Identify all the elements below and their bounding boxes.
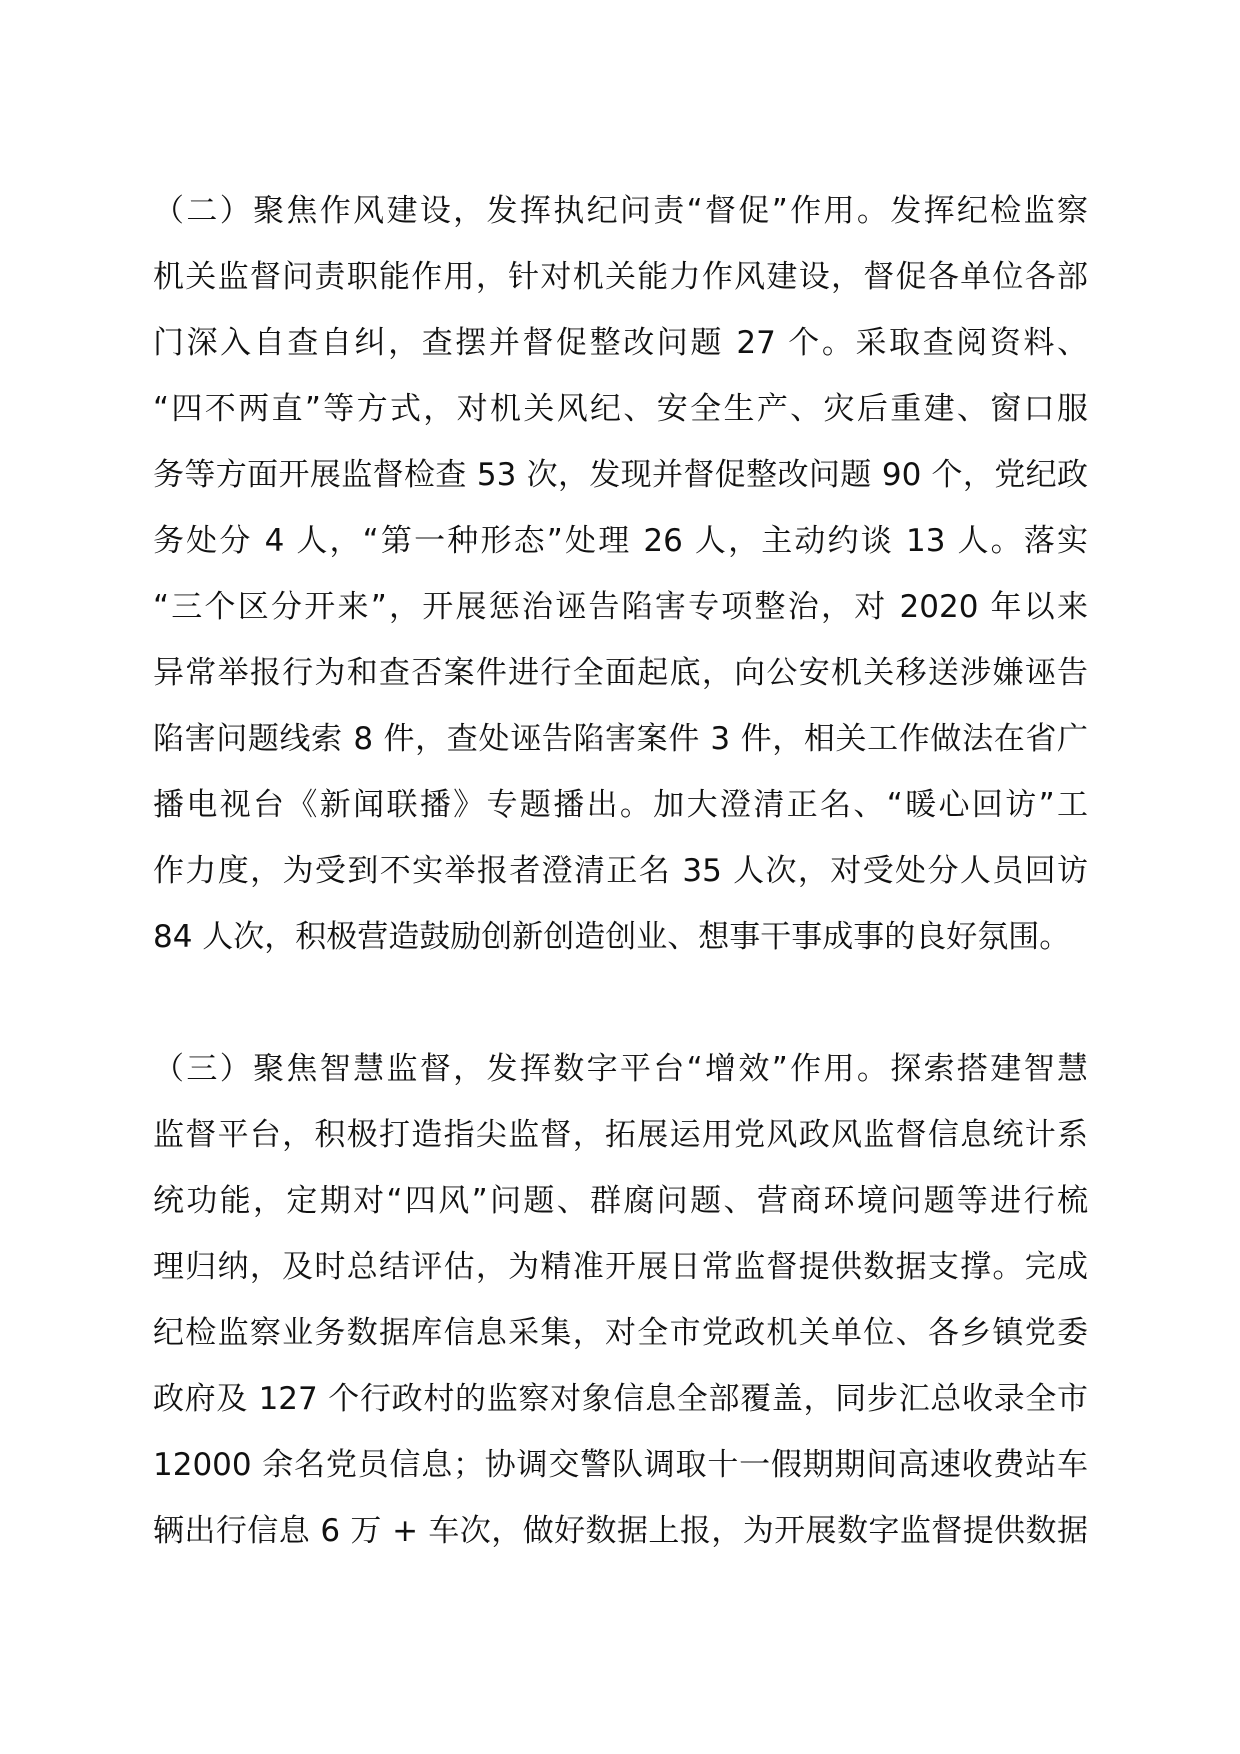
paragraph-2-line-8: 辆出行信息 6 万 + 车次，做好数据上报，为开展数字监督提供数据 (153, 1513, 1088, 1549)
paragraph-2-line-4: 理归纳，及时总结评估，为精准开展日常监督提供数据支撑。完成 (153, 1249, 1088, 1285)
paragraph-1-line-3: 门深入自查自纠，查摆并督促整改问题 27 个。采取查阅资料、 (153, 325, 1088, 361)
paragraph-1-line-9: 陷害问题线索 8 件，查处诬告陷害案件 3 件，相关工作做法在省广 (153, 721, 1088, 757)
paragraph-2-line-3: 统功能，定期对“四风”问题、群腐问题、营商环境问题等进行梳 (153, 1183, 1088, 1219)
paragraph-1-line-5: 务等方面开展监督检查 53 次，发现并督促整改问题 90 个，党纪政 (153, 457, 1088, 493)
paragraph-1-line-10: 播电视台《新闻联播》专题播出。加大澄清正名、“暖心回访”工 (153, 787, 1088, 823)
paragraph-1-line-2: 机关监督问责职能作用，针对机关能力作风建设，督促各单位各部 (153, 259, 1088, 295)
paragraph-2-line-6: 政府及 127 个行政村的监察对象信息全部覆盖，同步汇总收录全市 (153, 1381, 1088, 1417)
paragraph-1-line-7: “三个区分开来”，开展惩治诬告陷害专项整治，对 2020 年以来 (153, 589, 1088, 625)
paragraph-2-line-1: （三）聚焦智慧监督，发挥数字平台“增效”作用。探索搭建智慧 (153, 1051, 1088, 1087)
paragraph-1-line-8: 异常举报行为和查否案件进行全面起底，向公安机关移送涉嫌诬告 (153, 655, 1088, 691)
paragraph-1-line-12: 84 人次，积极营造鼓励创新创造创业、想事干事成事的良好氛围。 (153, 919, 1071, 955)
paragraph-1-line-6: 务处分 4 人，“第一种形态”处理 26 人，主动约谈 13 人。落实 (153, 523, 1088, 559)
paragraph-1-line-1: （二）聚焦作风建设，发挥执纪问责“督促”作用。发挥纪检监察 (153, 193, 1088, 229)
paragraph-2-line-5: 纪检监察业务数据库信息采集，对全市党政机关单位、各乡镇党委 (153, 1315, 1088, 1351)
paragraph-2-line-2: 监督平台，积极打造指尖监督，拓展运用党风政风监督信息统计系 (153, 1117, 1088, 1153)
paragraph-1-line-4: “四不两直”等方式，对机关风纪、安全生产、灾后重建、窗口服 (153, 391, 1088, 427)
paragraph-1-line-11: 作力度，为受到不实举报者澄清正名 35 人次，对受处分人员回访 (153, 853, 1088, 889)
paragraph-2-line-7: 12000 余名党员信息；协调交警队调取十一假期期间高速收费站车 (153, 1447, 1088, 1483)
